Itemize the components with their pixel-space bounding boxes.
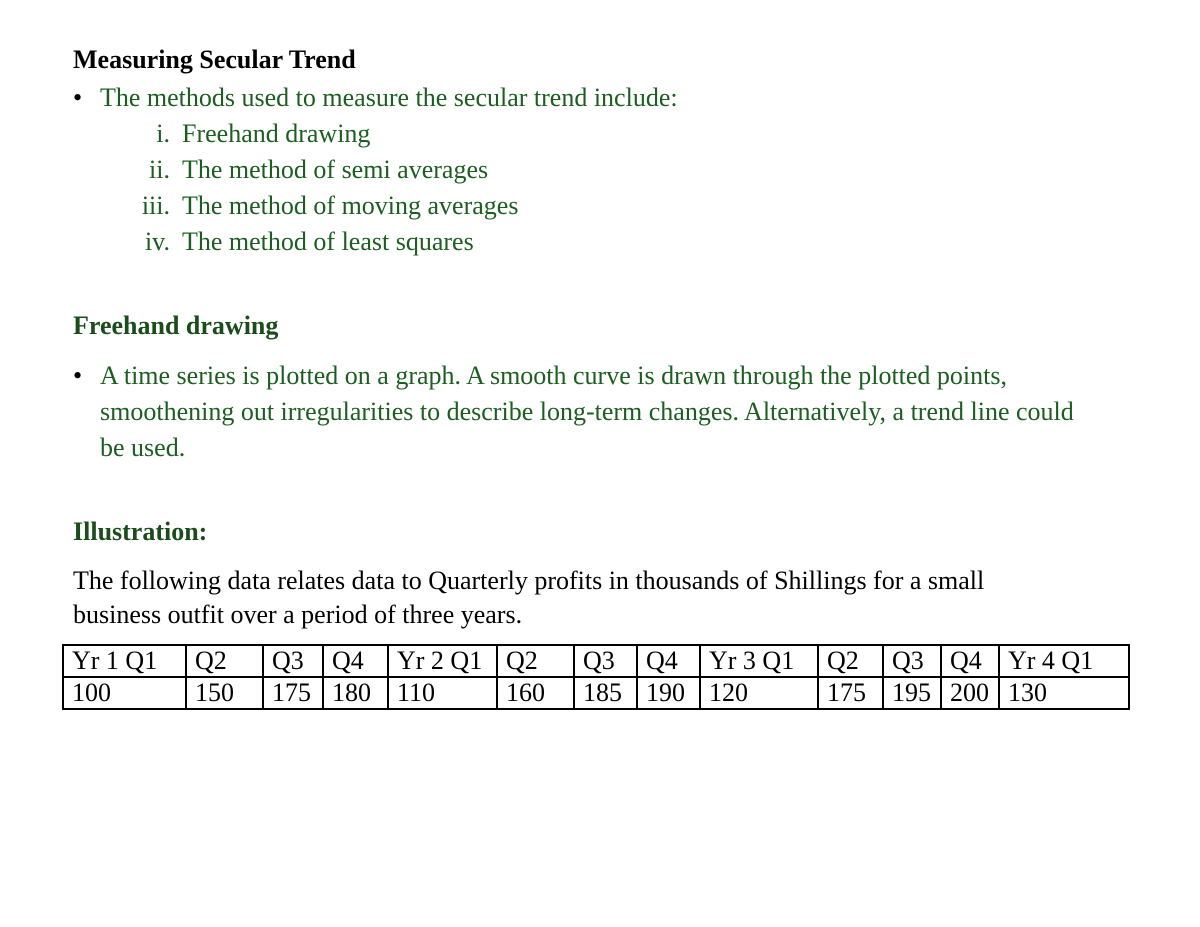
table-cell: 195 — [883, 677, 941, 709]
table-cell: 100 — [63, 677, 186, 709]
list-item-number: ii. — [149, 155, 170, 184]
paragraph-line: business outfit over a period of three years. — [73, 600, 523, 629]
table-header-cell: Q3 — [263, 645, 323, 677]
list-item-text: The method of semi averages — [182, 155, 489, 184]
table-cell: 190 — [637, 677, 700, 709]
table-cell: 160 — [497, 677, 574, 709]
table-cell: 175 — [263, 677, 323, 709]
table-cell: 200 — [941, 677, 999, 709]
list-item-number: iii. — [141, 191, 170, 220]
table-cell: 180 — [323, 677, 388, 709]
table-cell: 185 — [574, 677, 637, 709]
bullet-text-line: A time series is plotted on a graph. A smooth curve is drawn through the plotted points, — [100, 361, 1007, 390]
bullet-text: The methods used to measure the secular trend include: — [100, 83, 678, 112]
bullet-item-freehand — [73, 358, 1173, 466]
table-header-cell: Yr 1 Q1 — [63, 645, 186, 677]
table-header-cell: Q2 — [497, 645, 574, 677]
table-header-cell: Yr 2 Q1 — [388, 645, 497, 677]
table-cell: 150 — [186, 677, 263, 709]
paragraph-line: The following data relates data to Quarterly profits in thousands of Shillings for a small — [73, 566, 985, 595]
section-heading-measuring-secular-trend: Measuring Secular Trend — [73, 45, 356, 74]
table-cell: 130 — [999, 677, 1129, 709]
section-heading-freehand-drawing: Freehand drawing — [73, 311, 279, 340]
table-header-cell: Yr 4 Q1 — [999, 645, 1129, 677]
table-header-cell: Q3 — [883, 645, 941, 677]
table-cell: 175 — [818, 677, 883, 709]
bullet-icon: • — [73, 83, 83, 112]
table-cell: 120 — [700, 677, 818, 709]
table-header-cell: Q3 — [574, 645, 637, 677]
quarterly-profits-table — [62, 644, 1130, 710]
list-item-number: i. — [156, 119, 170, 148]
table-header-cell: Yr 3 Q1 — [700, 645, 818, 677]
table-cell: 110 — [388, 677, 497, 709]
section-heading-illustration: Illustration: — [73, 517, 208, 546]
bullet-item-methods — [73, 80, 1133, 116]
table-header-cell: Q2 — [186, 645, 263, 677]
table-header-cell: Q2 — [818, 645, 883, 677]
table-header-cell: Q4 — [941, 645, 999, 677]
illustration-paragraph — [73, 564, 1133, 632]
table-header-cell: Q4 — [323, 645, 388, 677]
list-item-text: The method of moving averages — [182, 191, 519, 220]
table-row — [63, 677, 1129, 709]
list-item-text: The method of least squares — [182, 227, 474, 256]
table-header-row — [63, 645, 1129, 677]
bullet-text-line: be used. — [100, 433, 186, 462]
bullet-text — [100, 358, 1180, 466]
list-item-number: iv. — [144, 227, 170, 256]
bullet-icon: • — [73, 361, 83, 390]
list-item-text: Freehand drawing — [182, 119, 371, 148]
bullet-text-line: smoothening out irregularities to describe long-term changes. Alternatively, a trend line could — [100, 397, 1074, 426]
table-header-cell: Q4 — [637, 645, 700, 677]
